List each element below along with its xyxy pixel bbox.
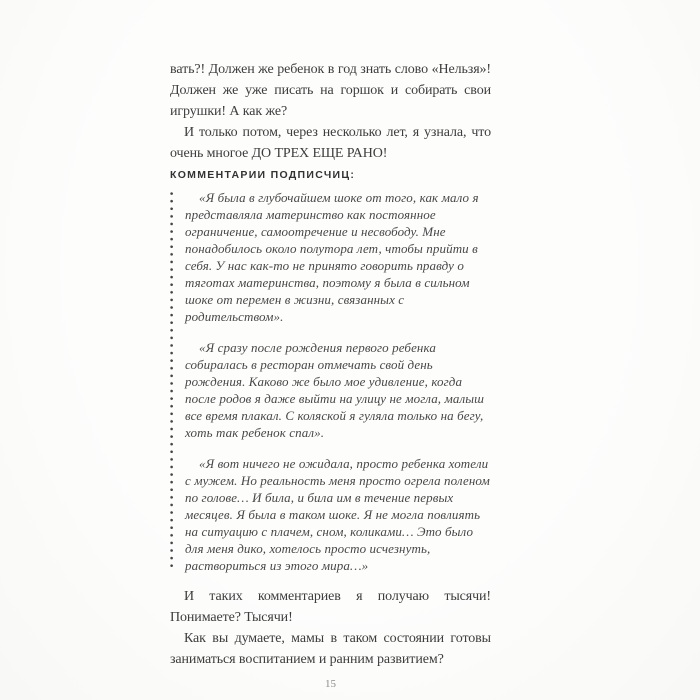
dotted-rule xyxy=(170,192,174,570)
subscriber-quote-3: «Я вот ничего не ожидала, просто ребенка хотели с мужем. Но реальность меня просто огрела поленом по голове… И била, и била им в течение первых месяцев. Я была в таком шоке. Я не могла повлиять на ситуацию с плачем, сном, коликами… Это было для меня дико, хотелось просто исчезнуть, раствориться из этого мира…» xyxy=(185,456,490,573)
text-column xyxy=(170,59,491,691)
subscriber-quote-2: «Я сразу после рождения первого ребенка собиралась в ресторан отмечать свой день рождения. Каково же было мое удивление, когда после родов я даже выйти на улицу не могла, малыш все время плакал. С коляской я гуляла только на бегу, хоть так ребенок спал». xyxy=(185,340,485,440)
outro-section xyxy=(170,586,491,670)
intro-paragraph: И только потом, через несколько лет, я узнала, что очень многое ДО ТРЕХ ЕЩЕ РАНО! xyxy=(170,125,491,161)
intro-paragraph-continuation: вать?! Должен же ребенок в год знать слово «Нельзя»! Должен же уже писать на горшок и собирать свои игрушки! А как же? xyxy=(170,62,491,119)
outro-paragraph: И таких комментариев я получаю тысячи! Понимаете? Тысячи! xyxy=(170,589,491,625)
comments-header: КОММЕНТАРИИ ПОДПИСЧИЦ: xyxy=(170,169,356,181)
outro-paragraph: Как вы думаете, мамы в таком состоянии готовы заниматься воспитанием и ранним развитием? xyxy=(170,631,491,667)
intro-section xyxy=(170,59,491,164)
page-number: 15 xyxy=(325,678,336,690)
subscriber-quotes-block xyxy=(170,189,491,574)
subscriber-quote-1: «Я была в глубочайшем шоке от того, как мало я представляла материнство как постоянное ограничение, самоотречение и несвободу. Мне понадобилось около полутора лет, чтобы прийти в себя. У нас как-то не принято говорить правду о тяготах материнства, поэтому я была в сильном шоке от перемен в жизни, связанных с родительством». xyxy=(185,190,479,324)
